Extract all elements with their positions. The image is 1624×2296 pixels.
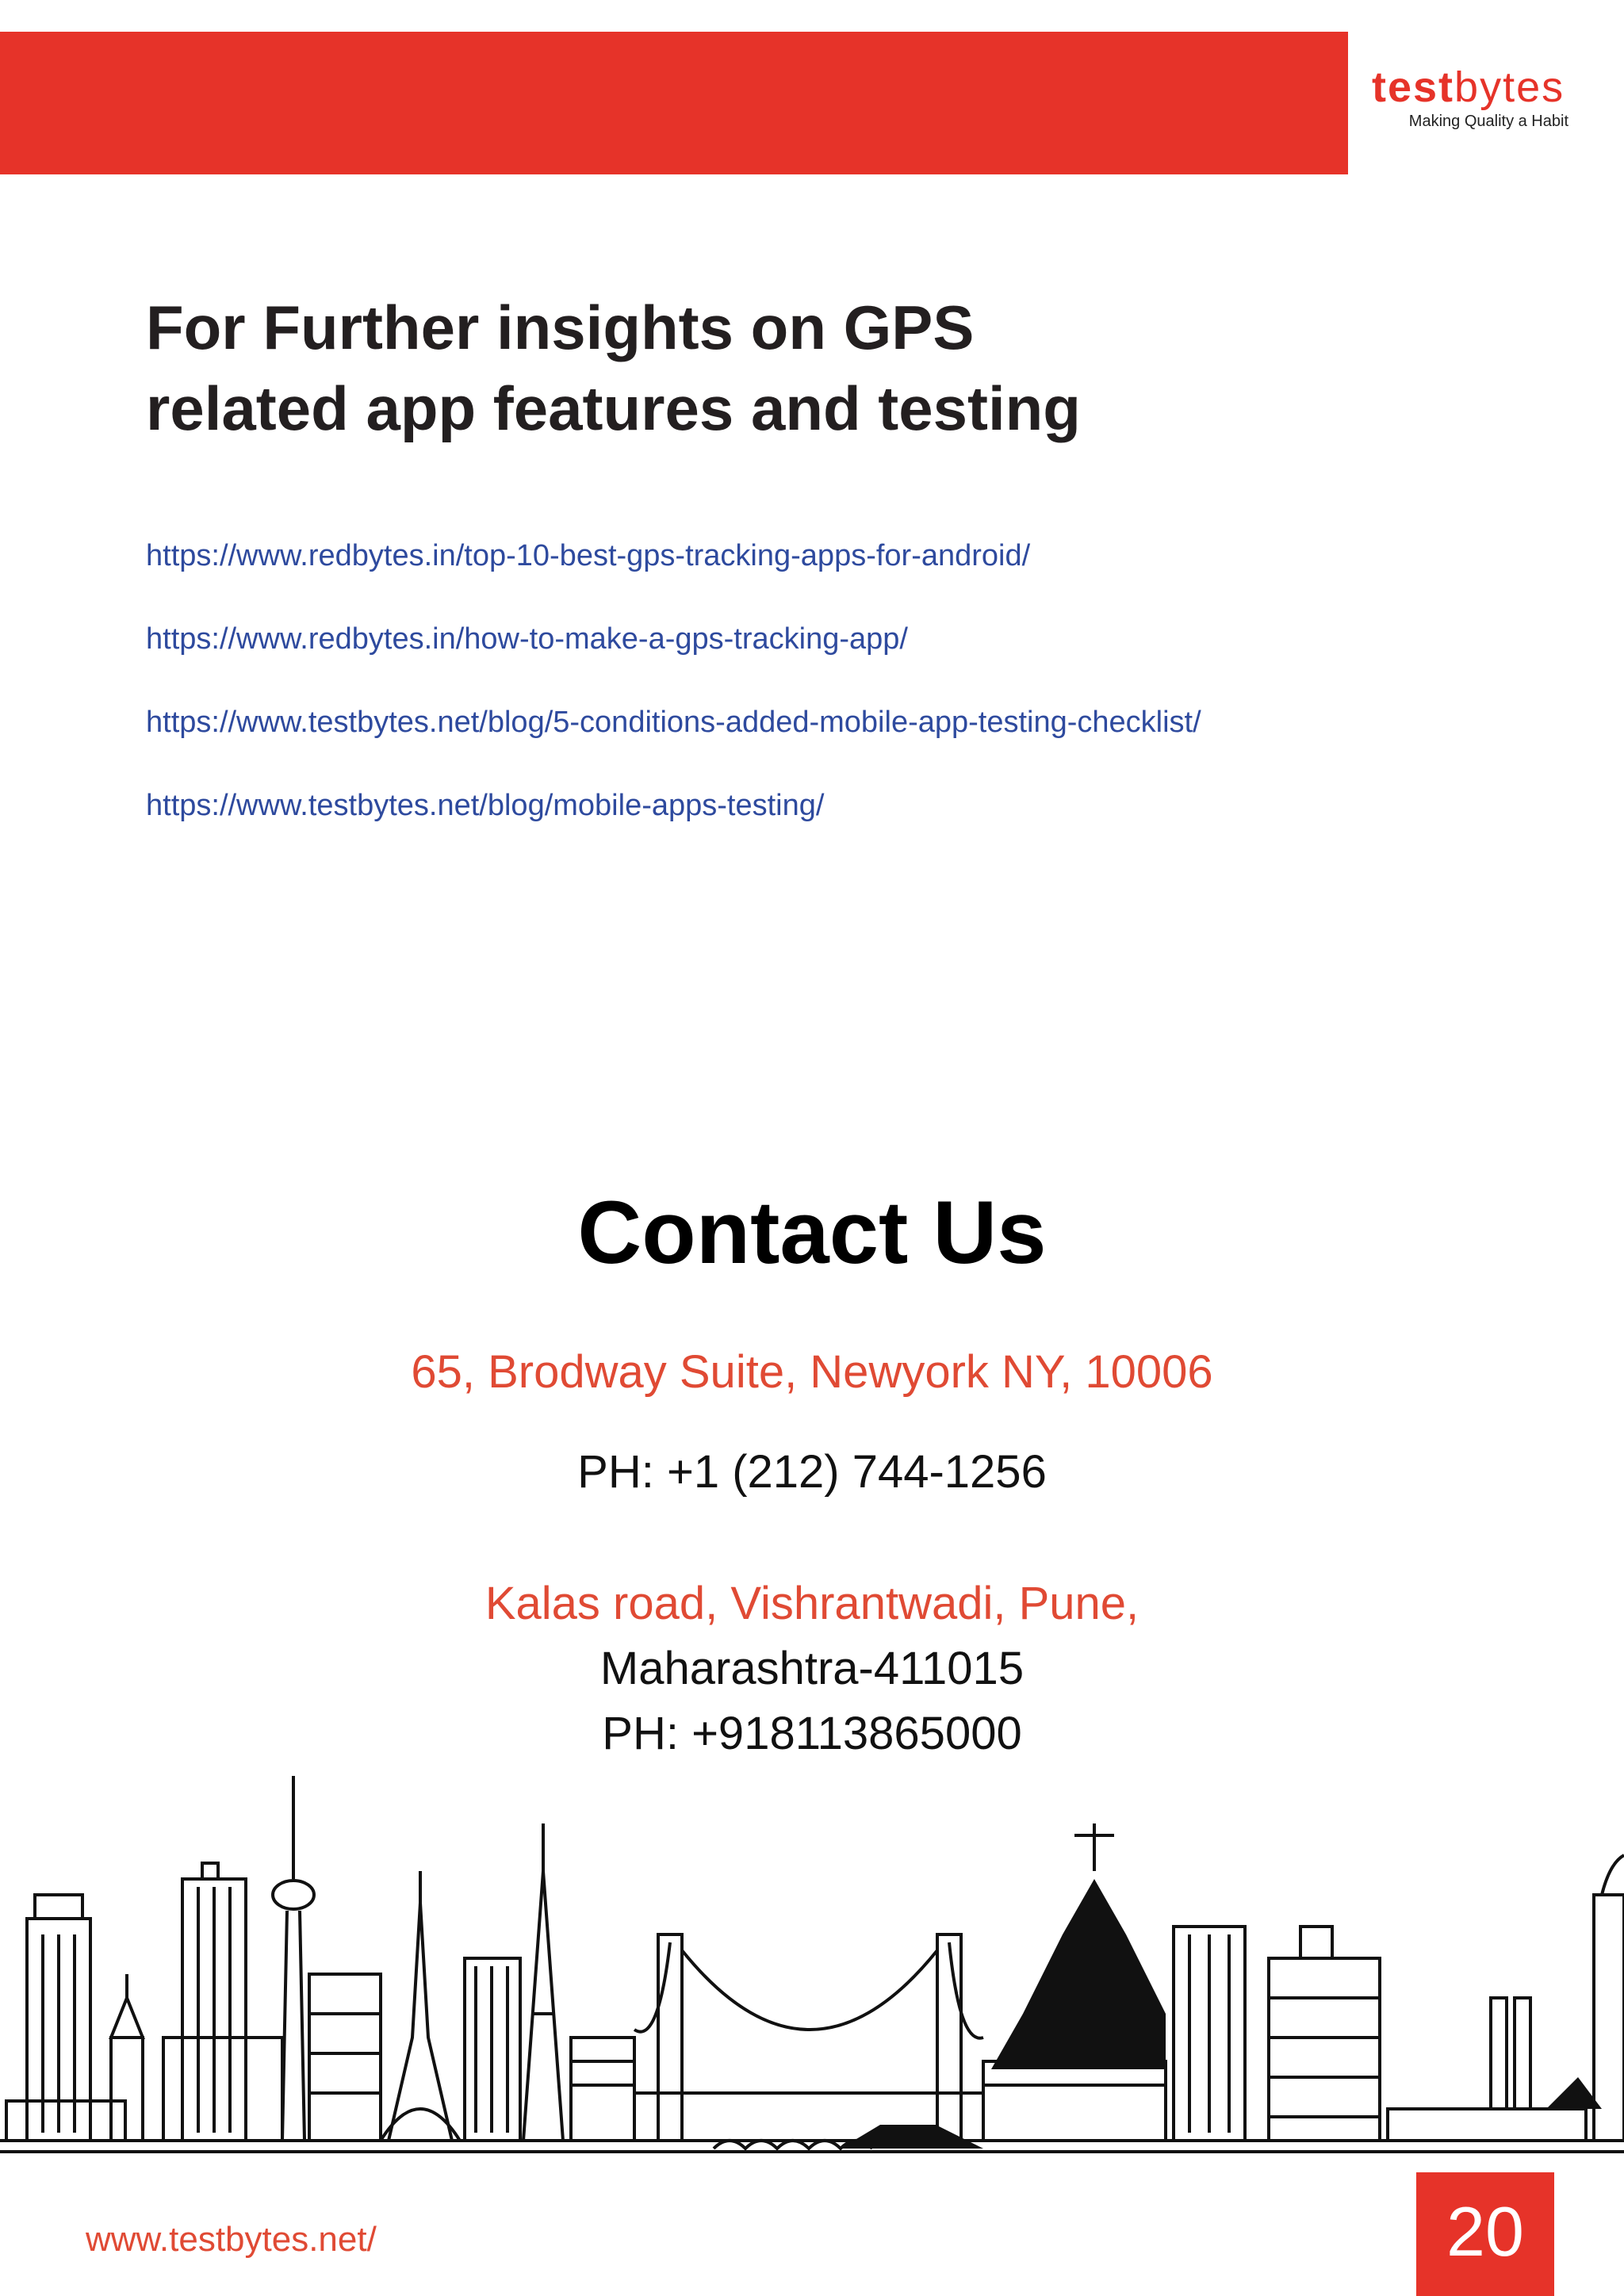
footer-website-link[interactable]: www.testbytes.net/: [86, 2220, 377, 2259]
logo-part-test: test: [1372, 63, 1455, 111]
link-testing-checklist[interactable]: https://www.testbytes.net/blog/5-conditions-added-mobile-app-testing-checklist/: [146, 706, 1201, 739]
link-item: [146, 539, 1201, 622]
insights-title: [146, 287, 1256, 449]
link-item: [146, 789, 1201, 872]
link-item: [146, 622, 1201, 706]
link-mobile-apps-testing[interactable]: https://www.testbytes.net/blog/mobile-apps-testing/: [146, 789, 825, 822]
us-address: 65, Brodway Suite, Newyork NY, 10006: [411, 1346, 1213, 1398]
india-phone: PH: +918113865000: [602, 1708, 1022, 1759]
logo-part-bytes: bytes: [1454, 63, 1565, 111]
header-bar: [0, 32, 1348, 174]
resource-links: [146, 539, 1201, 872]
india-address-line1: Kalas road, Vishrantwadi, Pune,: [485, 1578, 1139, 1629]
link-make-gps-tracking-app[interactable]: https://www.redbytes.in/how-to-make-a-gps-tracking-app/: [146, 622, 908, 656]
brand-logo[interactable]: [1372, 63, 1578, 135]
insights-title-line2: related app features and testing: [146, 373, 1081, 443]
india-address-line2: Maharashtra-411015: [599, 1643, 1025, 1694]
us-phone: PH: +1 (212) 744-1256: [577, 1446, 1047, 1498]
link-item: [146, 706, 1201, 789]
insights-title-line1: For Further insights on GPS: [146, 293, 975, 362]
logo-wordmark: [1372, 63, 1578, 111]
page-number: 20: [1446, 2192, 1524, 2271]
city-skyline-illustration: [0, 1776, 1624, 2156]
page-number-badge: [1416, 2172, 1554, 2296]
logo-tagline: Making Quality a Habit: [1408, 113, 1568, 130]
contact-title: Contact Us: [577, 1183, 1047, 1282]
link-gps-tracking-apps-android[interactable]: https://www.redbytes.in/top-10-best-gps-tracking-apps-for-android/: [146, 539, 1031, 572]
